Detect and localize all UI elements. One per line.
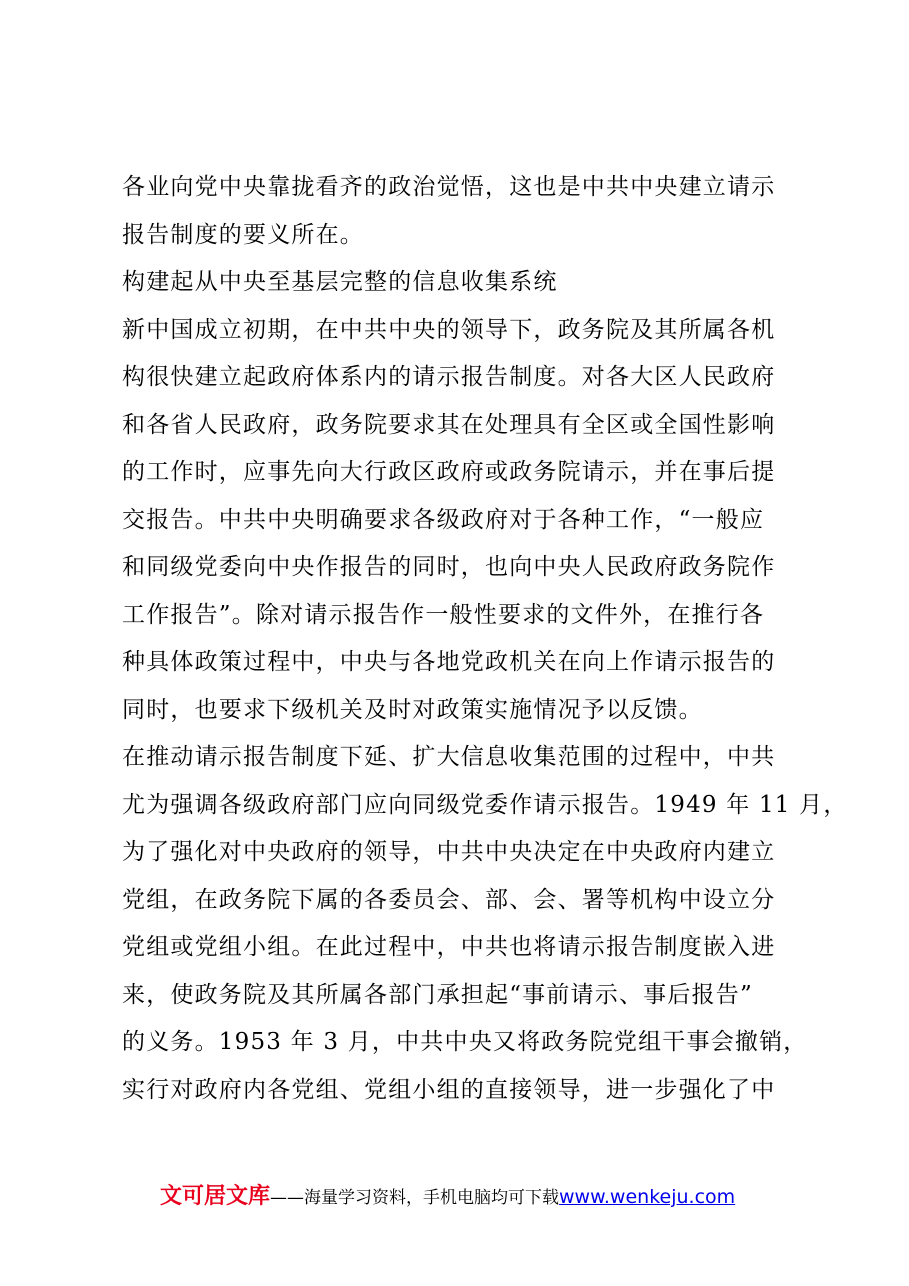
footer-brand: 文可居文库	[160, 1184, 271, 1209]
text-line: 和同级党委向中央作报告的同时，也向中央人民政府政务院作	[122, 554, 776, 580]
text-line: 在推动请示报告制度下延、扩大信息收集范围的过程中，中共	[122, 744, 776, 770]
text-line: 党组，在政务院下属的各委员会、部、会、署等机构中设立分	[122, 886, 776, 913]
text-line: 同时，也要求下级机关及时对政策实施情况予以反馈。	[122, 696, 703, 723]
text-line: 报告制度的要义所在。	[122, 221, 364, 248]
text-line: 党组或党组小组。在此过程中，中共也将请示报告制度嵌入进	[122, 934, 776, 960]
text-line: 构很快建立起政府体系内的请示报告制度。对各大区人民政府	[122, 364, 776, 390]
text-line: 实行对政府内各党组、党组小组的直接领导，进一步强化了中	[122, 1076, 776, 1103]
text-line: 交报告。中共中央明确要求各级政府对于各种工作，“一般应	[122, 506, 765, 533]
text-line: 为了强化对中央政府的领导，中共中央决定在中央政府内建立	[122, 839, 776, 865]
footer-tagline: ——海量学习资料，手机电脑均可下载	[270, 1188, 560, 1208]
text-line: 和各省人民政府，政务院要求其在处理具有全区或全国性影响	[122, 411, 776, 438]
text-line: 尤为强调各级政府部门应向同级党委作请示报告。1949 年 11 月，	[122, 791, 848, 818]
footer-url-link[interactable]: www.wenkeju.com	[559, 1186, 736, 1208]
text-line: 各业向党中央靠拢看齐的政治觉悟，这也是中共中央建立请示	[122, 174, 776, 200]
text-line: 构建起从中央至基层完整的信息收集系统	[122, 269, 558, 295]
footer-banner	[160, 1180, 780, 1214]
text-line: 种具体政策过程中，中央与各地党政机关在向上作请示报告的	[122, 649, 776, 675]
text-line: 新中国成立初期，在中共中央的领导下，政务院及其所属各机	[122, 316, 776, 343]
text-line: 来，使政务院及其所属各部门承担起“事前请示、事后报告”	[122, 981, 753, 1008]
document-body	[122, 164, 848, 1114]
text-line: 工作报告”。除对请示报告作一般性要求的文件外，在推行各	[122, 601, 765, 628]
text-line: 的义务。1953 年 3 月，中共中央又将政务院党组干事会撤销，	[122, 1029, 808, 1055]
text-line: 的工作时，应事先向大行政区政府或政务院请示，并在事后提	[122, 459, 776, 485]
